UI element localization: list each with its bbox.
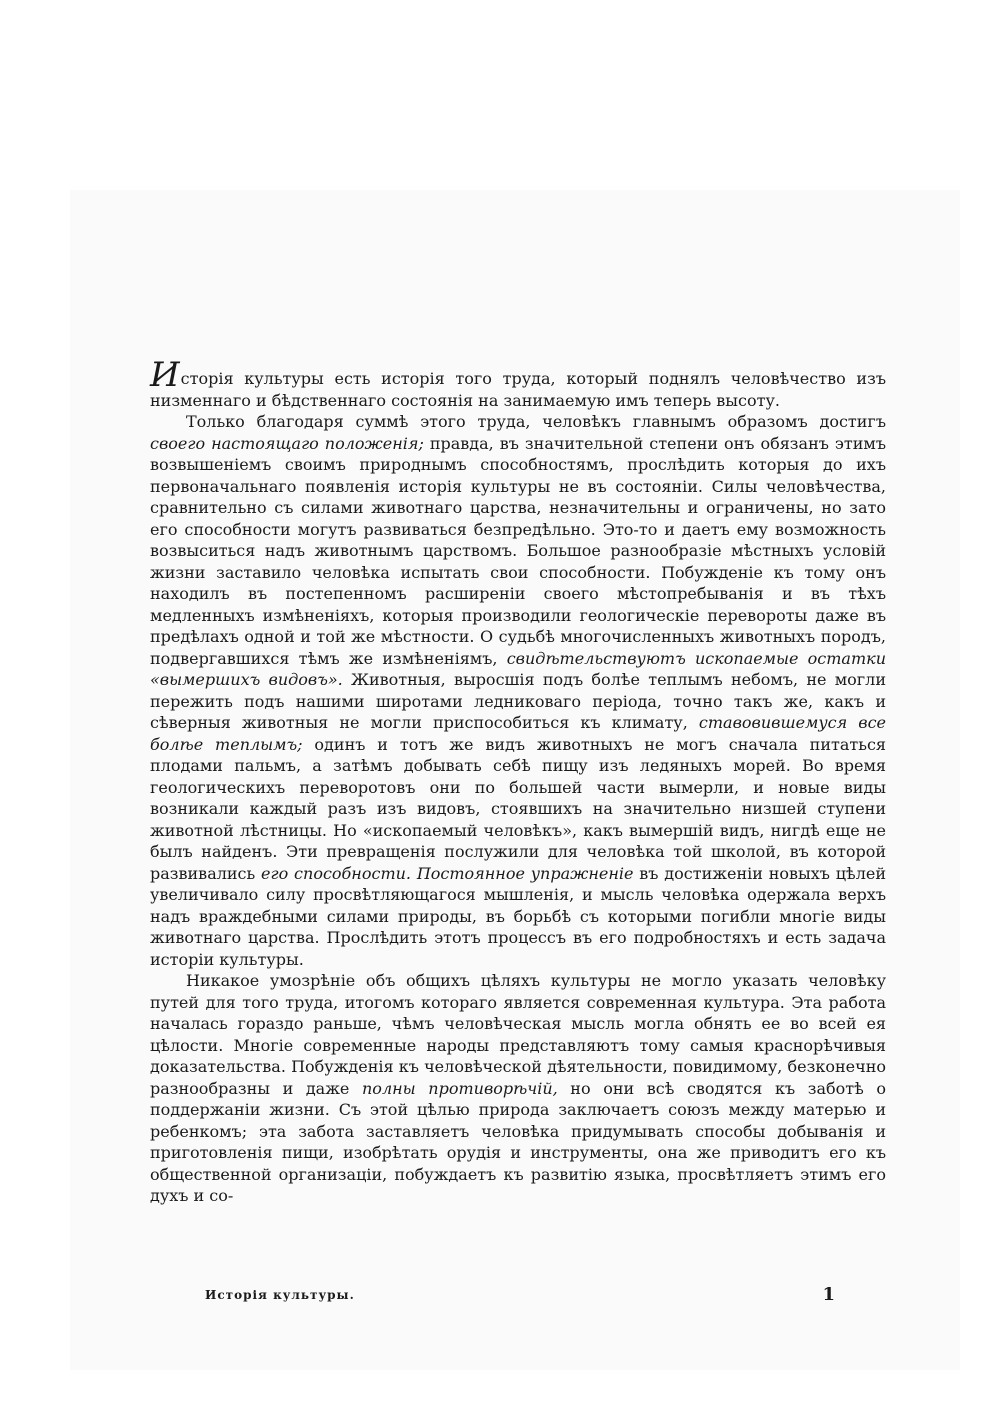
paragraph-2-italic-3: ставовившемуся все болѣе теплымъ; (150, 713, 886, 754)
paragraph-2-italic-1: своего настоящаго положенія; (150, 433, 424, 453)
paragraph-3 (150, 970, 886, 1207)
paragraph-2-part-2: правда, въ значительной степени онъ обязанъ этимъ возвышеніемъ своимъ природнымъ способностямъ, прослѣдить которыя до ихъ первоначальнаго появленія исторія культуры не въ состояніи. Силы человѣчества, сравнительно съ силами животнаго царства, незначительны и ограничены, но зато его способности могутъ развиваться безпредѣльно. Это-то и даетъ ему возможность возвыситься надъ животнымъ царствомъ. Большое разнообразіе мѣстныхъ условій жизни заставило человѣка испытать свои способности. Побужденіе къ тому онъ находилъ въ постепенномъ расширеніи своего мѣстопребыванія и въ тѣхъ медленныхъ измѣненіяхъ, которыя производили геологическіе перевороты даже въ предѣлахъ одной и той же мѣстности. О судьбѣ многочисленныхъ животныхъ породъ, подвергавшихся тѣмъ же измѣненіямъ, (150, 433, 886, 668)
paragraph-1-text: сторія культуры есть исторія того труда, который поднялъ человѣчество изъ низменнаго и бѣдственнаго состоянія на занимаемую имъ теперь высоту. (150, 369, 886, 410)
page-footer (205, 1286, 835, 1308)
paragraph-2-part-3: Животныя, выросшія подъ болѣе теплымъ небомъ, не могли пережить подъ нашими широтами ледниковаго періода, точно такъ же, какъ и сѣверныя животныя не могли приспособиться къ климату, (150, 670, 886, 732)
paragraph-3-italic-1: полны противорѣчій, (362, 1078, 558, 1098)
page-number: 1 (822, 1284, 835, 1305)
page-body (150, 355, 887, 1207)
paragraph-2-part-5: въ достиженіи новыхъ цѣлей увеличивало силу просвѣтляющагося мышленія, и мысль человѣка одержала верхъ надъ враждебными силами природы, въ борьбѣ съ которыми погибли многіе виды животнаго царства. Прослѣдить этотъ процессъ въ его подробностяхъ и есть задача исторіи культуры. (150, 863, 886, 969)
drop-cap: И (150, 355, 180, 395)
paragraph-3-part-1: Никакое умозрѣніе объ общихъ цѣляхъ культуры не могло указать человѣку путей для того труда, итогомъ котораго является современная культура. Эта работа началась гораздо раньше, чѣмъ человѣческая мысль могла обнять ее во всей ея цѣлости. Многіе современные народы представляютъ тому самыя краснорѣчивыя доказательства. Побужденія къ человѣческой дѣятельности, повидимому, безконечно разнообразны и даже (150, 971, 886, 1098)
paragraph-3-part-2: но они всѣ сводятся къ заботѣ о поддержаніи жизни. Съ этой цѣлью природа заключаетъ союзъ между матерью и ребенкомъ; эта забота заставляетъ человѣка придумывать способы добыванія и приготовленія пищи, изобрѣтать орудія и инструменты, она же приводитъ его къ общественной организаціи, побуждаетъ къ развитію языка, просвѣтляетъ этимъ его духъ и со- (150, 1078, 887, 1205)
paragraph-2-part-1: Только благодаря суммѣ этого труда, человѣкъ главнымъ образомъ достигъ (186, 412, 886, 431)
paragraph-2-part-4: одинъ и тотъ же видъ животныхъ не могъ сначала питаться плодами пальмъ, а затѣмъ добывать себѣ пищу изъ ледяныхъ морей. Во время геологическихъ переворотовъ они по большей части вымерли, и новые виды возникали каждый разъ изъ видовъ, стоявшихъ на значительно низшей ступени животной лѣстницы. Но «ископаемый человѣкъ», какъ вымершій видъ, нигдѣ еще не былъ найденъ. Эти превращенія послужили для человѣка той школой, въ которой развивались (150, 734, 886, 883)
paragraph-2-italic-2: свидѣтельствуютъ ископаемые остатки «вымершихъ видовъ». (150, 648, 886, 689)
running-title: Исторія культуры. (205, 1288, 355, 1302)
paragraph-2-italic-4: его способности. Постоянное упражненіе (261, 863, 634, 883)
paragraph-2 (150, 411, 886, 970)
paragraph-1 (150, 355, 886, 411)
